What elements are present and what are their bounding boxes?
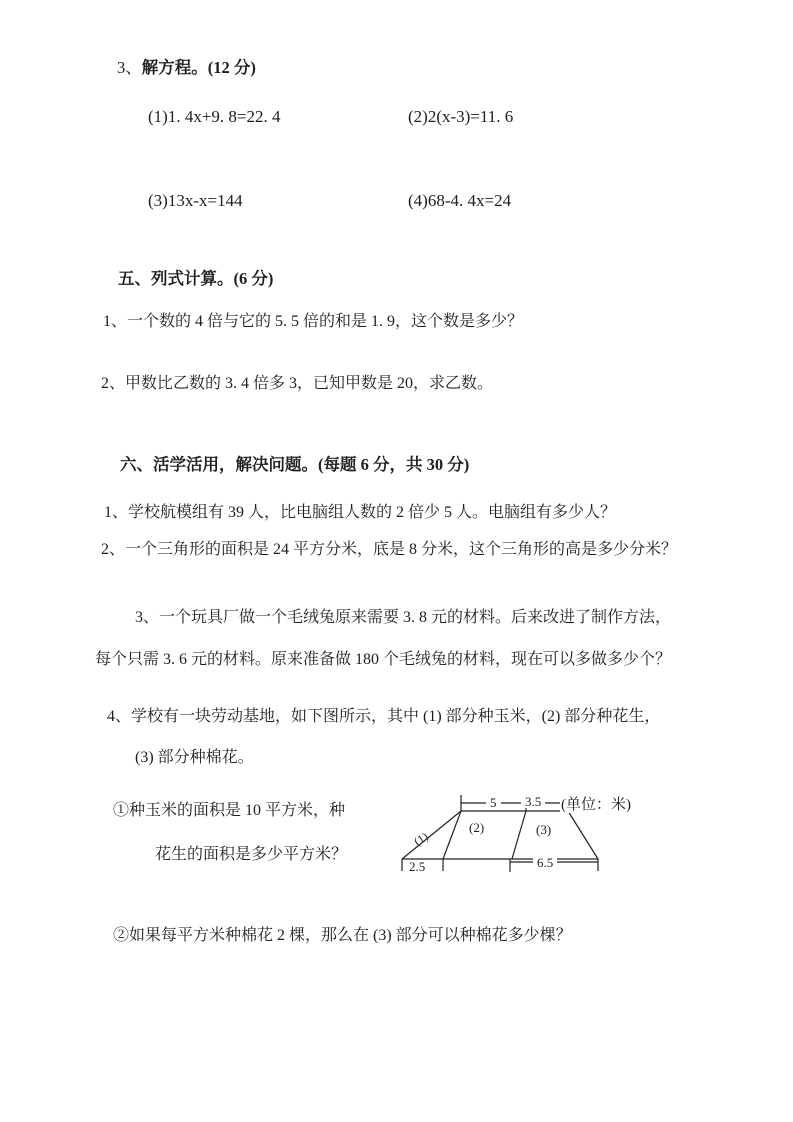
section-6-question-2: 2、一个三角形的面积是 24 平方分米，底是 8 分米，这个三角形的高是多少分米？	[101, 541, 678, 558]
equation-2-expression: 2(x-3)=11. 6	[427, 107, 514, 126]
section-5-item-2: 2、甲数比乙数的 3. 4 倍多 3，已知甲数是 20，求乙数。	[101, 375, 494, 392]
unit-label: (单位：米)	[561, 797, 631, 813]
equation-1-number: (1)	[148, 107, 168, 126]
equation-item-2	[408, 106, 513, 127]
bottom-length-label-2-5: 2.5	[409, 859, 426, 874]
equation-4-expression: 68-4. 4x=24	[427, 191, 512, 210]
equation-4-number: (4)	[408, 191, 428, 210]
equation-3-number: (3)	[148, 191, 168, 210]
question-4-line-1: 4、学校有一块劳动基地，如下图所示，其中 (1) 部分种玉米，(2) 部分种花生，	[107, 708, 661, 725]
region-2-label: (2)	[469, 820, 485, 835]
region-2-3-divider	[512, 811, 526, 859]
section-3-heading	[117, 58, 256, 79]
equation-3-expression: 13x-x=144	[167, 191, 243, 210]
section-3-title: 解方程。(12 分)	[141, 58, 256, 77]
equation-item-1	[148, 106, 281, 127]
question-4-line-2: (3) 部分种棉花。	[135, 749, 254, 766]
section-5-heading: 五、列式计算。(6 分)	[118, 269, 274, 288]
bottom-length-label-6-5: 6.5	[533, 856, 557, 869]
trapezoid-right-edge	[568, 811, 598, 859]
question-3-line-1: 3、一个玩具厂做一个毛绒兔原来需要 3. 8 元的材料。后来改进了制作方法，	[135, 609, 672, 626]
equation-item-3	[148, 190, 243, 211]
sub-question-2: ②如果每平方米种棉花 2 棵，那么在 (3) 部分可以种棉花多少棵？	[113, 927, 572, 944]
region-1-label: (1)	[411, 829, 431, 849]
section-3-number: 3、	[117, 58, 142, 77]
region-3-label: (3)	[536, 822, 552, 837]
section-6-heading: 六、活学活用，解决问题。(每题 6 分，共 30 分)	[120, 455, 470, 474]
equation-2-number: (2)	[408, 107, 428, 126]
sub-question-1-line-1: ①种玉米的面积是 10 平方米，种	[113, 802, 346, 819]
question-3-line-2: 每个只需 3. 6 元的材料。原来准备做 180 个毛绒兔的材料，现在可以多做多少个？	[95, 651, 672, 668]
equation-1-expression: 1. 4x+9. 8=22. 4	[167, 107, 281, 126]
section-6-question-1: 1、学校航模组有 39 人，比电脑组人数的 2 倍少 5 人。电脑组有多少人？	[104, 504, 617, 521]
top-length-label-3-5: 3.5	[521, 795, 545, 808]
equation-item-4	[408, 190, 511, 211]
sub-question-1-line-2: 花生的面积是多少平方米？	[155, 846, 348, 863]
section-5-item-1: 1、一个数的 4 倍与它的 5. 5 倍的和是 1. 9，这个数是多少？	[103, 313, 524, 330]
top-length-label-5: 5	[486, 796, 501, 809]
